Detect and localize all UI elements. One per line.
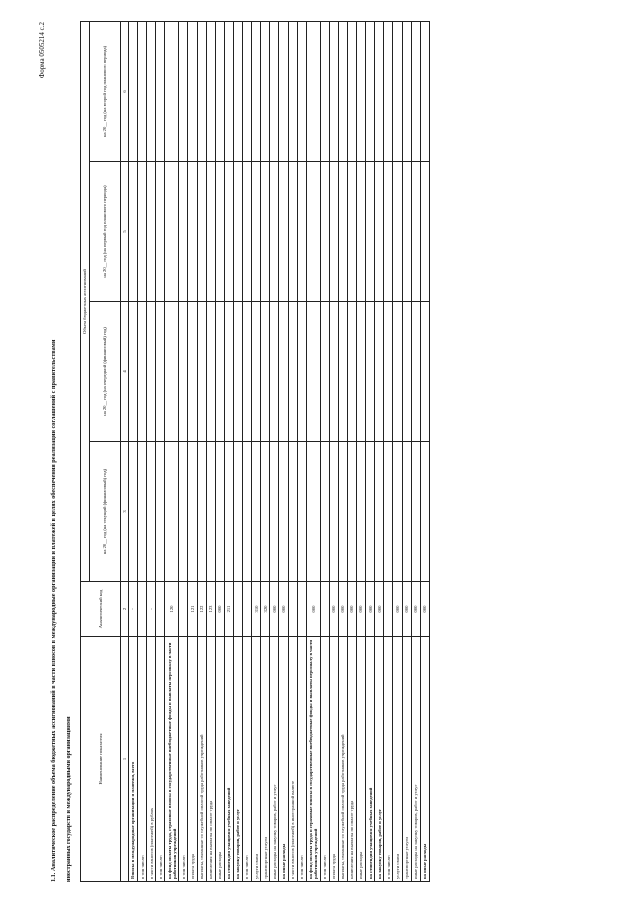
row-label: в том числе: [297,637,306,882]
value-cell[interactable] [320,162,329,302]
value-cell[interactable] [165,302,179,442]
value-cell[interactable] [384,442,393,582]
table-row [306,21,320,881]
value-cell[interactable] [384,162,393,302]
value-cell[interactable] [357,302,366,442]
value-cell[interactable] [270,21,279,161]
value-cell[interactable] [347,302,356,442]
table-row [224,21,233,881]
table-row [347,21,356,881]
value-cell[interactable] [288,162,297,302]
table-row [215,21,224,881]
value-cell[interactable] [243,442,252,582]
value-cell[interactable] [402,302,411,442]
table-row [261,21,270,881]
table-row [252,21,261,881]
row-code: 000 [393,582,402,637]
value-cell[interactable] [165,162,179,302]
row-code [233,582,242,637]
row-code: 120 [165,582,179,637]
value-cell[interactable] [197,21,206,161]
table-row [129,21,138,881]
value-cell[interactable] [270,302,279,442]
header-plan-year-2: на 20__ год (на второй год планового периода) [90,21,121,161]
value-cell[interactable] [129,442,138,582]
value-cell[interactable] [138,442,147,582]
table-row [375,21,384,881]
value-cell[interactable] [297,302,306,442]
value-cell[interactable] [188,302,197,442]
row-label: транспортные услуги [402,637,411,882]
value-cell[interactable] [393,442,402,582]
value-cell[interactable] [156,302,165,442]
row-code: 000 [338,582,347,637]
value-cell[interactable] [420,162,429,302]
value-cell[interactable] [215,21,224,161]
row-code [297,582,306,637]
value-cell[interactable] [270,162,279,302]
row-code: - [147,582,156,637]
value-cell[interactable] [306,21,320,161]
value-cell[interactable] [197,162,206,302]
row-label: в том числе: [320,637,329,882]
document-subtitle: иностранных государств и международными организациями [66,716,72,882]
row-code: 320 [261,582,270,637]
value-cell[interactable] [138,162,147,302]
value-cell[interactable] [224,21,233,161]
table-row [393,21,402,881]
table-row [197,21,206,881]
value-cell[interactable] [411,302,420,442]
row-code [243,582,252,637]
form-code: Форма 0505214 с.2 [38,22,46,79]
value-cell[interactable] [384,302,393,442]
table-row [279,21,288,881]
table-row [206,21,215,881]
row-code [156,582,165,637]
row-label: в том числе: [384,637,393,882]
value-cell[interactable] [366,442,375,582]
value-cell[interactable] [179,302,188,442]
value-cell[interactable] [147,442,156,582]
value-cell[interactable] [375,162,384,302]
value-cell[interactable] [233,21,242,161]
value-cell[interactable] [384,21,393,161]
value-cell[interactable] [215,442,224,582]
row-label: на фонд оплаты труда и страховые взносы в государственные внебюджетные фонды и выплаты персоналу в части работников учреждений [306,637,320,882]
value-cell[interactable] [215,302,224,442]
row-label: в части взносов (платежей) в рублях [147,637,156,882]
header-group-row [81,21,90,881]
value-cell[interactable] [233,442,242,582]
row-code [320,582,329,637]
row-label: Взносы в международные организации и платежи, всего [129,637,138,882]
value-cell[interactable] [402,162,411,302]
value-cell[interactable] [147,302,156,442]
table-row [338,21,347,881]
column-number: 2 [121,582,129,637]
row-code: 211 [224,582,233,637]
row-code: 123 [206,582,215,637]
row-label: на фонд оплаты труда, страховые взносы в государственные внебюджетные фонды и выплаты персоналу в части работников учреждений [165,637,179,882]
header-plan-year-1: на 20__ год (на первый год планового периода) [90,162,121,302]
row-code: 310 [252,582,261,637]
value-cell[interactable] [366,21,375,161]
value-cell[interactable] [252,442,261,582]
value-cell[interactable] [129,21,138,161]
value-cell[interactable] [420,21,429,161]
table-row [420,21,429,881]
value-cell[interactable] [375,442,384,582]
value-cell[interactable] [357,162,366,302]
row-code: 000 [420,582,429,637]
table-row [288,21,297,881]
value-cell[interactable] [306,162,320,302]
value-cell[interactable] [156,21,165,161]
row-code [179,582,188,637]
value-cell[interactable] [279,162,288,302]
value-cell[interactable] [338,442,347,582]
row-label: оплата труда [188,637,197,882]
value-cell[interactable] [329,302,338,442]
row-label: в том числе: [138,637,147,882]
column-number: 5 [121,162,129,302]
row-code: 000 [357,582,366,637]
table-row [270,21,279,881]
value-cell[interactable] [338,162,347,302]
value-cell[interactable] [375,21,384,161]
value-cell[interactable] [206,21,215,161]
table-row [156,21,165,881]
value-cell[interactable] [288,302,297,442]
value-cell[interactable] [402,21,411,161]
table-row [402,21,411,881]
value-cell[interactable] [252,302,261,442]
value-cell[interactable] [147,162,156,302]
column-number: 4 [121,302,129,442]
row-label: иные расходы на закупку товаров, работ и услуг [411,637,420,882]
row-label: в том числе: [179,637,188,882]
row-code: 000 [366,582,375,637]
document-title: 1.1. Аналитическое распределение объема бюджетных ассигнований в части взносов в международные организации и платежей в целях обеспечения реализации соглашений с правительствами [50,339,57,882]
value-cell[interactable] [279,442,288,582]
value-cell[interactable] [279,302,288,442]
header-current-year: на 20__ год (на текущий (финансовый) год) [90,442,121,582]
value-cell[interactable] [179,162,188,302]
row-label: иные расходы [215,637,224,882]
row-label: услуги связи [252,637,261,882]
row-label: на иные расходы [420,637,429,882]
value-cell[interactable] [261,162,270,302]
value-cell[interactable] [233,162,242,302]
row-label: оплата труда [329,637,338,882]
value-cell[interactable] [129,162,138,302]
value-cell[interactable] [206,302,215,442]
value-cell[interactable] [357,442,366,582]
row-code: 000 [411,582,420,637]
value-cell[interactable] [179,21,188,161]
row-label: в том числе: [243,637,252,882]
value-cell[interactable] [297,21,306,161]
value-cell[interactable] [366,162,375,302]
value-cell[interactable] [288,21,297,161]
value-cell[interactable] [243,162,252,302]
value-cell[interactable] [306,442,320,582]
column-number: 6 [121,21,129,161]
row-code: 000 [306,582,320,637]
table-row [165,21,179,881]
value-cell[interactable] [320,21,329,161]
row-label: на стипендии учащимся учебных заведений [366,637,375,882]
row-label: начисления на выплаты по оплате труда [206,637,215,882]
row-code: 000 [215,582,224,637]
table-row [366,21,375,881]
value-cell[interactable] [338,21,347,161]
value-cell[interactable] [243,302,252,442]
row-code [384,582,393,637]
table-row [147,21,156,881]
header-next-year: на 20__ год (на очередной (финансовый) год) [90,302,121,442]
value-cell[interactable] [411,162,420,302]
value-cell[interactable] [224,442,233,582]
table-body [129,21,430,881]
table-row [233,21,242,881]
value-cell[interactable] [197,302,206,442]
value-cell[interactable] [188,442,197,582]
row-code [138,582,147,637]
column-number: 1 [121,637,129,882]
value-cell[interactable] [279,21,288,161]
value-cell[interactable] [329,442,338,582]
value-cell[interactable] [393,21,402,161]
value-cell[interactable] [261,442,270,582]
row-code: 000 [279,582,288,637]
value-cell[interactable] [329,162,338,302]
value-cell[interactable] [375,302,384,442]
value-cell[interactable] [156,442,165,582]
value-cell[interactable] [206,442,215,582]
value-cell[interactable] [188,21,197,161]
value-cell[interactable] [252,162,261,302]
value-cell[interactable] [188,162,197,302]
table-row [411,21,420,881]
value-cell[interactable] [147,21,156,161]
row-label: иные расходы [357,637,366,882]
value-cell[interactable] [224,302,233,442]
value-cell[interactable] [138,21,147,161]
value-cell[interactable] [402,442,411,582]
value-cell[interactable] [297,162,306,302]
row-label: на закупку товаров, работ и услуг [375,637,384,882]
row-label: выплаты, связанные со служебной оплатой труда работников учреждений [338,637,347,882]
value-cell[interactable] [420,442,429,582]
value-cell[interactable] [393,302,402,442]
value-cell[interactable] [156,162,165,302]
rotated-page [40,22,600,882]
value-cell[interactable] [297,442,306,582]
row-label: выплаты, связанные со служебной оплатой труда работников учреждений [197,637,206,882]
table-row [384,21,393,881]
column-number: 3 [121,442,129,582]
value-cell[interactable] [329,21,338,161]
table-row [243,21,252,881]
header-analytic-code: Аналитический код [81,582,121,637]
value-cell[interactable] [288,442,297,582]
row-code: 000 [329,582,338,637]
value-cell[interactable] [357,21,366,161]
table-row [320,21,329,881]
value-cell[interactable] [224,162,233,302]
row-label: в части взносов (платежей) в иностранной валюте [288,637,297,882]
row-code: - [129,582,138,637]
value-cell[interactable] [252,21,261,161]
row-code: 122 [197,582,206,637]
row-label: услуги связи [393,637,402,882]
row-code [288,582,297,637]
row-label: на закупку товаров, работ и услуг [233,637,242,882]
value-cell[interactable] [261,21,270,161]
row-label: в том числе: [156,637,165,882]
value-cell[interactable] [320,302,329,442]
value-cell[interactable] [179,442,188,582]
value-cell[interactable] [411,21,420,161]
header-number-row [121,21,129,881]
value-cell[interactable] [306,302,320,442]
value-cell[interactable] [320,442,329,582]
value-cell[interactable] [270,442,279,582]
row-code: 000 [402,582,411,637]
value-cell[interactable] [206,162,215,302]
table-row [357,21,366,881]
value-cell[interactable] [261,302,270,442]
allocation-table [80,21,430,882]
row-label: иные расходы на закупку товаров, работ и услуг [270,637,279,882]
row-code: 121 [188,582,197,637]
header-budget-group: Объем бюджетных ассигнований [81,21,90,581]
table-row [179,21,188,881]
row-label: на стипендии учащимся учебных заведений [224,637,233,882]
table-row [138,21,147,881]
row-label: транспортные услуги [261,637,270,882]
value-cell[interactable] [165,442,179,582]
value-cell[interactable] [138,302,147,442]
value-cell[interactable] [243,21,252,161]
row-label: на иные расходы [279,637,288,882]
value-cell[interactable] [347,442,356,582]
value-cell[interactable] [347,21,356,161]
value-cell[interactable] [338,302,347,442]
row-code: 000 [375,582,384,637]
table-row [188,21,197,881]
value-cell[interactable] [347,162,356,302]
value-cell[interactable] [165,21,179,161]
value-cell[interactable] [197,442,206,582]
value-cell[interactable] [366,302,375,442]
value-cell[interactable] [393,162,402,302]
table-row [329,21,338,881]
value-cell[interactable] [420,302,429,442]
value-cell[interactable] [233,302,242,442]
value-cell[interactable] [411,442,420,582]
row-label: начисления на выплаты по оплате труда [347,637,356,882]
value-cell[interactable] [215,162,224,302]
table-row [297,21,306,881]
value-cell[interactable] [129,302,138,442]
row-code: 000 [270,582,279,637]
row-code: 000 [347,582,356,637]
header-indicator: Наименование показателя [81,637,121,882]
